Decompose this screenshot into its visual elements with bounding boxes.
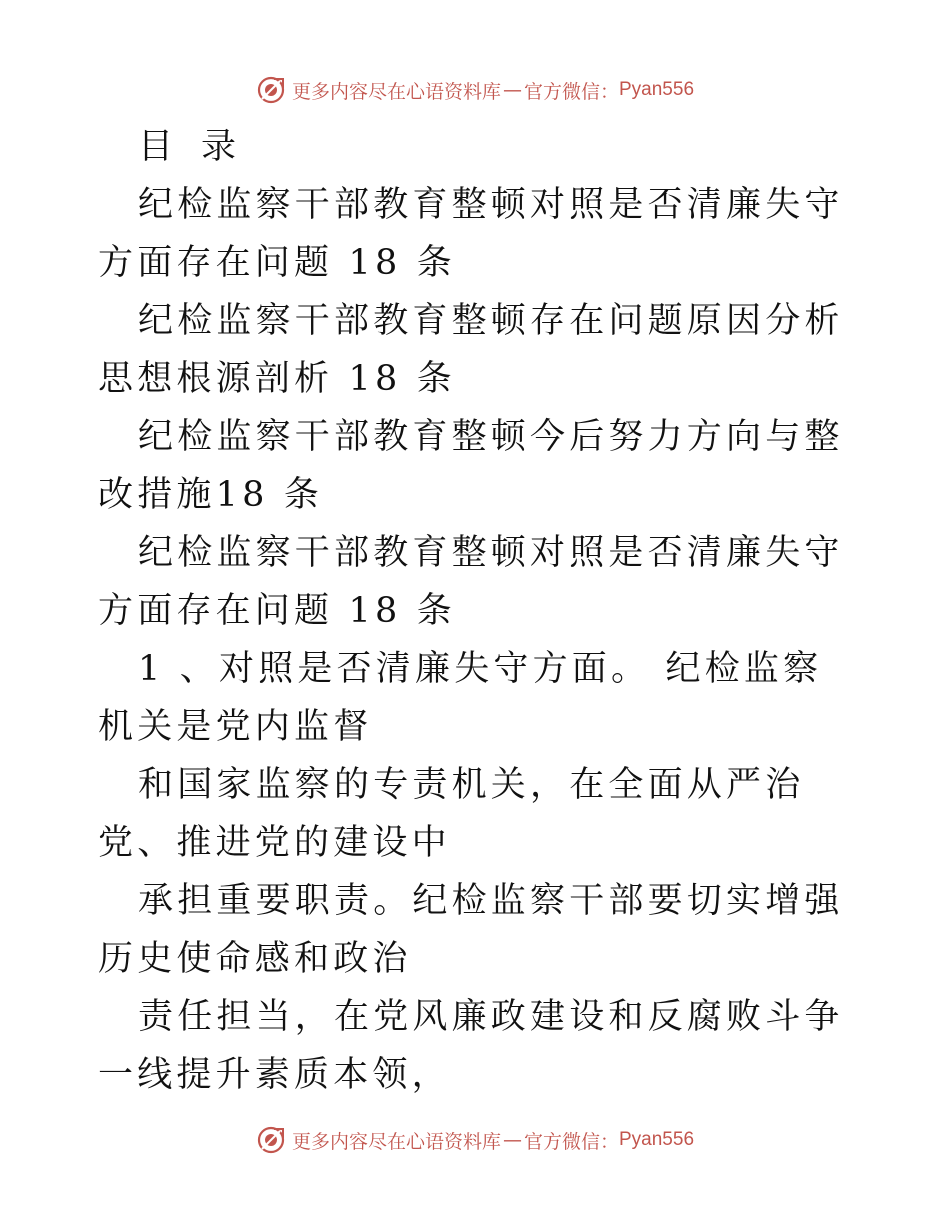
watermark-id: Pyan556	[619, 1129, 695, 1150]
watermark-text: 更多内容尽在心语资料库	[291, 80, 501, 103]
paragraph: 纪检监察干部教育整顿今后努力方向与整改措施18 条	[98, 417, 844, 515]
paragraph: 1 、对照是否清廉失守方面。 纪检监察机关是党内监督	[98, 649, 823, 747]
watermark-wechat-label: 官方微信：	[523, 1130, 619, 1153]
watermark-id: Pyan556	[619, 79, 695, 100]
header-watermark	[0, 70, 950, 110]
footer-watermark	[0, 1120, 950, 1160]
watermark-separator: —	[502, 1129, 522, 1151]
paragraph: 纪检监察干部教育整顿对照是否清廉失守方面存在问题 18 条	[98, 533, 844, 631]
paragraph: 纪检监察干部教育整顿对照是否清廉失守方面存在问题 18 条	[98, 185, 844, 283]
watermark-logo-icon	[256, 75, 286, 105]
toc-title: 目录	[138, 127, 265, 167]
watermark-separator: —	[502, 79, 522, 101]
watermark-logo-icon	[256, 1125, 286, 1155]
watermark-text: 更多内容尽在心语资料库	[291, 1130, 501, 1153]
document-body	[98, 118, 858, 1104]
paragraph: 和国家监察的专责机关，在全面从严治党、推进党的建设中	[98, 765, 805, 863]
paragraph: 承担重要职责。纪检监察干部要切实增强历史使命感和政治	[98, 881, 844, 979]
paragraph: 责任担当，在党风廉政建设和反腐败斗争一线提升素质本领，	[98, 997, 844, 1095]
watermark-wechat-label: 官方微信：	[523, 80, 619, 103]
paragraph: 纪检监察干部教育整顿存在问题原因分析思想根源剖析 18 条	[98, 301, 844, 399]
